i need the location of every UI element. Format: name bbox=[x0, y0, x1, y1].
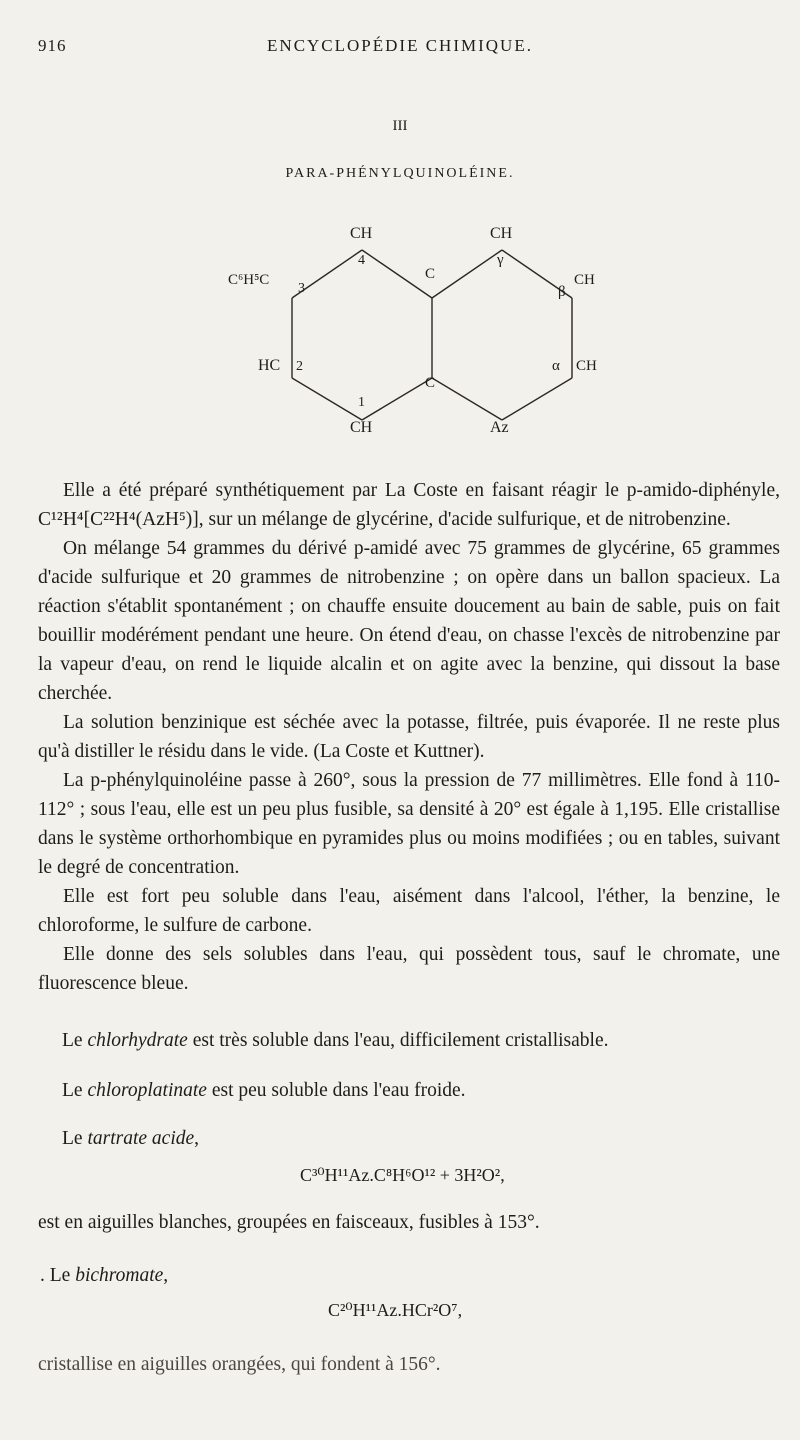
bichromate-text: cristallise en aiguilles orangées, qui fondent à 156°. bbox=[38, 1354, 441, 1375]
paragraph-synthesis: Elle a été préparé synthétiquement par La Coste en faisant réagir le p-amido-diphényle, C¹²H⁴[C²²H⁴(AzH⁵)], sur un mélange de glycérine, d'acide sulfurique, et de nitrobenzine. bbox=[38, 480, 780, 530]
atom-c-junction-top: C bbox=[425, 266, 436, 282]
tartrate-formula: C³⁰H¹¹Az.C⁸H⁶O¹² + 3H²O², bbox=[300, 1165, 505, 1185]
chlorhydrate-line bbox=[62, 1030, 609, 1052]
body-text bbox=[38, 476, 780, 998]
chlorhydrate-text: est très soluble dans l'eau, difficilement cristallisable. bbox=[192, 1030, 609, 1051]
bichromate-name: bichromate bbox=[75, 1265, 164, 1286]
bichromate-heading bbox=[40, 1265, 168, 1287]
atom-ch-top-left: CH bbox=[350, 225, 373, 242]
tartrate-name: tartrate acide bbox=[87, 1128, 195, 1149]
paragraph-purification: La solution benzinique est séchée avec la potasse, filtrée, puis évaporée. Il ne reste plus qu'à distiller le résidu dans le vide. (La Coste et Kuttner). bbox=[38, 712, 780, 762]
chlorhydrate-prefix: Le bbox=[62, 1030, 83, 1051]
bichromate-prefix: . Le bbox=[40, 1265, 71, 1286]
paragraph-properties: La p-phénylquinoléine passe à 260°, sous la pression de 77 millimètres. Elle fond à 110-112° ; sous l'eau, elle est un peu plus fusible, sa densité à 20° est égale à 1,195. Elle cristallise dans le système orthorhombique en pyramides plus ou moins modifiées ; ou en tables, suivant le degré de concentration. bbox=[38, 770, 780, 878]
chloroplatinate-name: chloroplatinate bbox=[87, 1080, 207, 1101]
paragraph-salts: Elle donne des sels solubles dans l'eau, qui possèdent tous, sauf le chromate, une fluorescence bleue. bbox=[38, 944, 780, 994]
page-header bbox=[0, 36, 800, 66]
bichromate-formula: C²⁰H¹¹Az.HCr²O⁷, bbox=[328, 1300, 463, 1320]
atom-c-junction-bottom: C bbox=[425, 375, 436, 391]
position-2: 2 bbox=[296, 359, 303, 374]
tartrate-suffix: , bbox=[194, 1128, 200, 1149]
chloroplatinate-prefix: Le bbox=[62, 1080, 83, 1101]
position-3: 3 bbox=[298, 281, 305, 296]
position-4: 4 bbox=[358, 253, 365, 268]
running-title: ENCYCLOPÉDIE CHIMIQUE. bbox=[267, 36, 533, 55]
chlorhydrate-name: chlorhydrate bbox=[87, 1030, 188, 1051]
position-gamma: γ bbox=[497, 252, 504, 268]
atom-hc-left: HC bbox=[258, 357, 281, 374]
structure-diagram bbox=[220, 212, 620, 434]
atom-az-bottom: Az bbox=[490, 419, 509, 434]
chloroplatinate-text: est peu soluble dans l'eau froide. bbox=[211, 1080, 466, 1101]
atom-ch-right-lower: CH bbox=[576, 358, 597, 374]
chloroplatinate-line bbox=[62, 1080, 466, 1102]
bichromate-suffix: , bbox=[163, 1265, 169, 1286]
paragraph-solubility: Elle est fort peu soluble dans l'eau, aisément dans l'alcool, l'éther, la benzine, le chloroforme, le sulfure de carbone. bbox=[38, 886, 780, 936]
substituent-label: C⁶H⁵C bbox=[228, 272, 270, 288]
tartrate-prefix: Le bbox=[62, 1128, 83, 1149]
paragraph-procedure: On mélange 54 grammes du dérivé p-amidé avec 75 grammes de glycérine, 65 grammes d'acide sulfurique et 20 grammes de nitrobenzine ; on opère dans un ballon spacieux. La réaction s'établit spontanément ; on chauffe ensuite doucement au bain de sable, puis on fait bouillir modérément pendant une heure. On étend d'eau, on chasse l'excès de nitrobenzine par la vapeur d'eau, on rend le liquide alcalin et on agite avec la benzine, qui dissout la base cherchée. bbox=[38, 538, 780, 704]
section-number: III bbox=[392, 118, 408, 134]
position-1: 1 bbox=[358, 395, 365, 410]
atom-ch-bottom: CH bbox=[350, 419, 373, 434]
position-alpha: α bbox=[552, 358, 560, 374]
compound-title: PARA-PHÉNYLQUINOLÉINE. bbox=[285, 166, 515, 181]
tartrate-heading bbox=[62, 1128, 199, 1150]
atom-ch-top-right: CH bbox=[490, 225, 513, 242]
position-beta: β bbox=[558, 284, 566, 300]
atom-ch-right-upper: CH bbox=[574, 272, 595, 288]
tartrate-text: est en aiguilles blanches, groupées en faisceaux, fusibles à 153°. bbox=[38, 1212, 540, 1233]
page-number: 916 bbox=[38, 36, 67, 55]
